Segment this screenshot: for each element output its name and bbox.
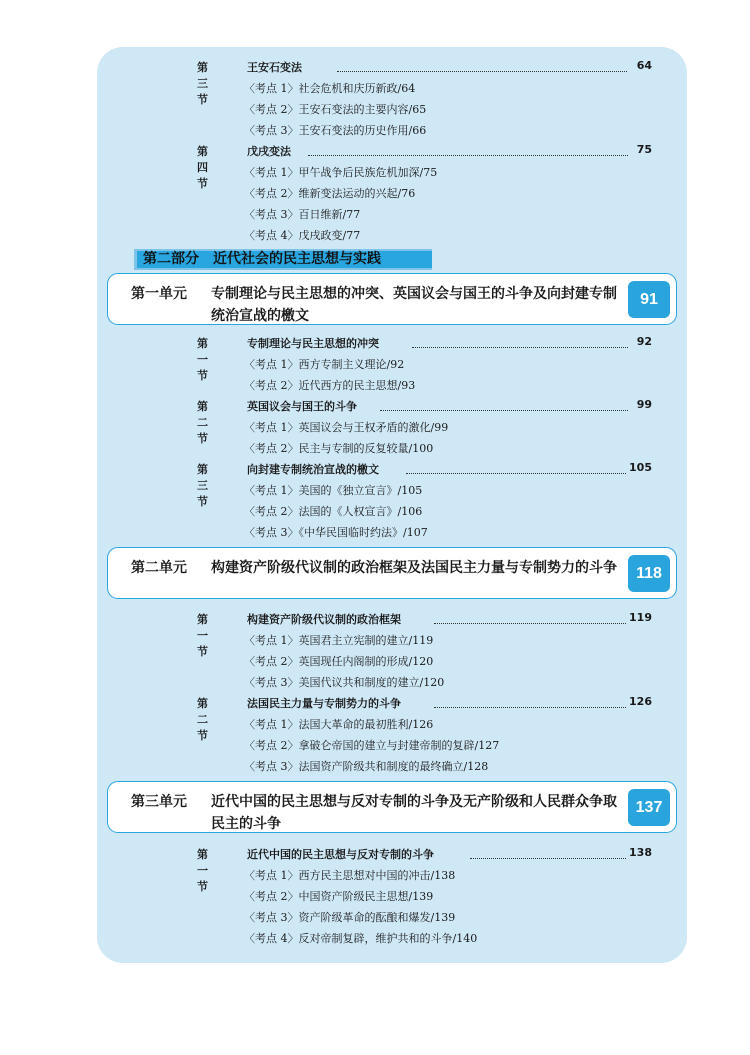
exam-point: 〈考点 1〉英国君主立宪制的建立/119 bbox=[244, 634, 434, 647]
unit-title: 专制理论与民主思想的冲突、英国议会与国王的斗争及向封建专制统治宣战的檄文 bbox=[211, 286, 617, 324]
exam-point: 〈考点 3〉法国资产阶级共和制度的最终确立/128 bbox=[244, 760, 489, 773]
page-number: 64 bbox=[636, 59, 652, 72]
section-title: 英国议会与国王的斗争 bbox=[247, 400, 357, 413]
exam-point: 〈考点 3〉王安石变法的历史作用/66 bbox=[244, 124, 427, 137]
exam-point: 〈考点 2〉民主与专制的反复较量/100 bbox=[244, 442, 434, 455]
unit-page-badge: 118 bbox=[628, 555, 670, 592]
leader-dots bbox=[337, 71, 627, 72]
exam-point: 〈考点 2〉王安石变法的主要内容/65 bbox=[244, 103, 427, 116]
exam-point: 〈考点 1〉英国议会与王权矛盾的激化/99 bbox=[244, 421, 449, 434]
page-number: 105 bbox=[629, 461, 652, 474]
section-label: 第一节 bbox=[197, 848, 208, 893]
exam-point: 〈考点 3〉《中华民国临时约法》/107 bbox=[244, 526, 428, 539]
exam-point: 〈考点 1〉美国的《独立宣言》/105 bbox=[244, 484, 423, 497]
section-title: 戊戌变法 bbox=[247, 145, 291, 158]
leader-dots bbox=[434, 707, 626, 708]
page-number: 119 bbox=[629, 611, 652, 624]
section-title: 王安石变法 bbox=[247, 61, 302, 74]
exam-point: 〈考点 3〉百日维新/77 bbox=[244, 208, 361, 221]
exam-point: 〈考点 1〉西方专制主义理论/92 bbox=[244, 358, 405, 371]
unit-title: 近代中国的民主思想与反对专制的斗争及无产阶级和人民群众争取民主的斗争 bbox=[211, 794, 617, 832]
exam-point: 〈考点 2〉拿破仑帝国的建立与封建帝制的复辟/127 bbox=[244, 739, 500, 752]
part-header bbox=[134, 249, 432, 270]
section-label: 第一节 bbox=[197, 337, 208, 382]
exam-point: 〈考点 1〉甲午战争后民族危机加深/75 bbox=[244, 166, 438, 179]
unit-page-badge: 137 bbox=[628, 789, 670, 826]
unit-label: 第二单元 bbox=[131, 560, 187, 576]
section-label: 第二节 bbox=[197, 697, 208, 742]
leader-dots bbox=[434, 623, 626, 624]
section-label: 第一节 bbox=[197, 613, 208, 658]
exam-point: 〈考点 4〉戊戌政变/77 bbox=[244, 229, 361, 242]
unit-heading[interactable] bbox=[107, 273, 677, 325]
exam-point: 〈考点 2〉英国现任内阁制的形成/120 bbox=[244, 655, 434, 668]
page-number: 126 bbox=[629, 695, 652, 708]
exam-point: 〈考点 3〉美国代议共和制度的建立/120 bbox=[244, 676, 445, 689]
exam-point: 〈考点 1〉社会危机和庆历新政/64 bbox=[244, 82, 416, 95]
section-label: 第三节 bbox=[197, 463, 208, 508]
leader-dots bbox=[412, 347, 628, 348]
section-title: 专制理论与民主思想的冲突 bbox=[247, 337, 379, 350]
page-number: 138 bbox=[629, 846, 652, 859]
unit-page-badge: 91 bbox=[628, 281, 670, 318]
section-title: 向封建专制统治宣战的檄文 bbox=[247, 463, 379, 476]
leader-dots bbox=[470, 858, 626, 859]
exam-point: 〈考点 1〉西方民主思想对中国的冲击/138 bbox=[244, 869, 456, 882]
unit-label: 第一单元 bbox=[131, 286, 187, 302]
section-label: 第四节 bbox=[197, 145, 208, 190]
unit-label: 第三单元 bbox=[131, 794, 187, 810]
unit-title: 构建资产阶级代议制的政治框架及法国民主力量与专制势力的斗争 bbox=[211, 560, 617, 576]
exam-point: 〈考点 2〉维新变法运动的兴起/76 bbox=[244, 187, 416, 200]
page-number: 99 bbox=[636, 398, 652, 411]
exam-point: 〈考点 1〉法国大革命的最初胜利/126 bbox=[244, 718, 434, 731]
section-title: 法国民主力量与专制势力的斗争 bbox=[247, 697, 401, 710]
leader-dots bbox=[308, 155, 628, 156]
section-title: 构建资产阶级代议制的政治框架 bbox=[247, 613, 401, 626]
unit-heading[interactable] bbox=[107, 547, 677, 599]
part-title: 第二部分 近代社会的民主思想与实践 bbox=[137, 251, 432, 268]
leader-dots bbox=[380, 410, 628, 411]
page-number: 75 bbox=[636, 143, 652, 156]
exam-point: 〈考点 2〉中国资产阶级民主思想/139 bbox=[244, 890, 434, 903]
section-label: 第三节 bbox=[197, 61, 208, 106]
leader-dots bbox=[406, 473, 626, 474]
exam-point: 〈考点 4〉反对帝制复辟，维护共和的斗争/140 bbox=[244, 932, 478, 945]
unit-heading[interactable] bbox=[107, 781, 677, 833]
exam-point: 〈考点 2〉法国的《人权宣言》/106 bbox=[244, 505, 423, 518]
section-title: 近代中国的民主思想与反对专制的斗争 bbox=[247, 848, 434, 861]
exam-point: 〈考点 2〉近代西方的民主思想/93 bbox=[244, 379, 416, 392]
exam-point: 〈考点 3〉资产阶级革命的酝酿和爆发/139 bbox=[244, 911, 456, 924]
page-number: 92 bbox=[636, 335, 652, 348]
section-label: 第二节 bbox=[197, 400, 208, 445]
